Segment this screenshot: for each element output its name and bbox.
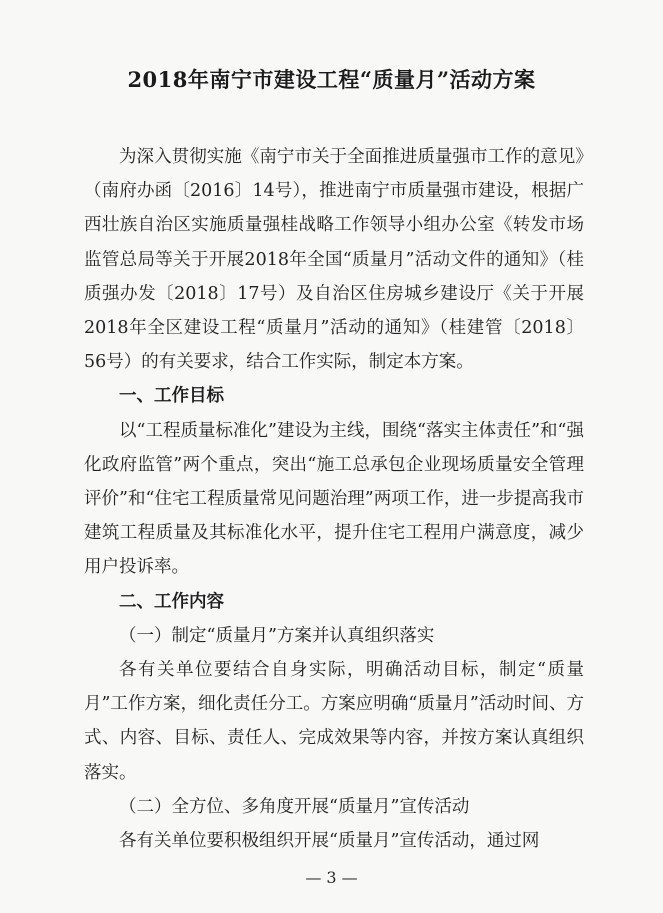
goals-paragraph: 以“工程质量标准化”建设为主线，围绕“落实主体责任”和“强化政府监管”两个重点，突出“施工总承包企业现场质量安全管理评价”和“住宅工程质量常见问题治理”两项工作，进一步提高我市建筑工程质量及其标准化水平，提升住宅工程用户满意度，减少用户投诉率。 [84, 420, 584, 578]
plan-paragraph: 各有关单位要结合自身实际，明确活动目标，制定“质量月”工作方案，细化责任分工。方案应明确“质量月”活动时间、方式、内容、目标、责任人、完成效果等内容，并按方案认真组织落实。 [84, 660, 584, 783]
document-body [84, 140, 584, 858]
section-heading-content: 二、工作内容 [119, 591, 224, 612]
document-title: 2018年南宁市建设工程“质量月”活动方案 [127, 67, 536, 92]
subheading-publicity: （二）全方位、多角度开展“质量月”宣传活动 [119, 796, 470, 817]
section-heading-goals: 一、工作目标 [119, 386, 224, 407]
intro-paragraph: 为深入贯彻实施《南宁市关于全面推进质量强市工作的意见》（南府办函〔2016〕14号），推进南宁市质量强市建设，根据广西壮族自治区实施质量强桂战略工作领导小组办公室《转发市场监管总局等关于开展2018年全国“质量月”活动文件的通知》（桂质强办发〔2018〕17号）及自治区住房城乡建设厅《关于开展2018年全区建设工程“质量月”活动的通知》（桂建管〔2018〕56号）的有关要求，结合工作实际，制定本方案。 [84, 147, 584, 373]
subheading-plan: （一）制定“质量月”方案并认真组织落实 [119, 625, 435, 646]
page-number: — 3 — [305, 868, 358, 887]
publicity-paragraph: 各有关单位要积极组织开展“质量月”宣传活动，通过网 [119, 831, 540, 852]
